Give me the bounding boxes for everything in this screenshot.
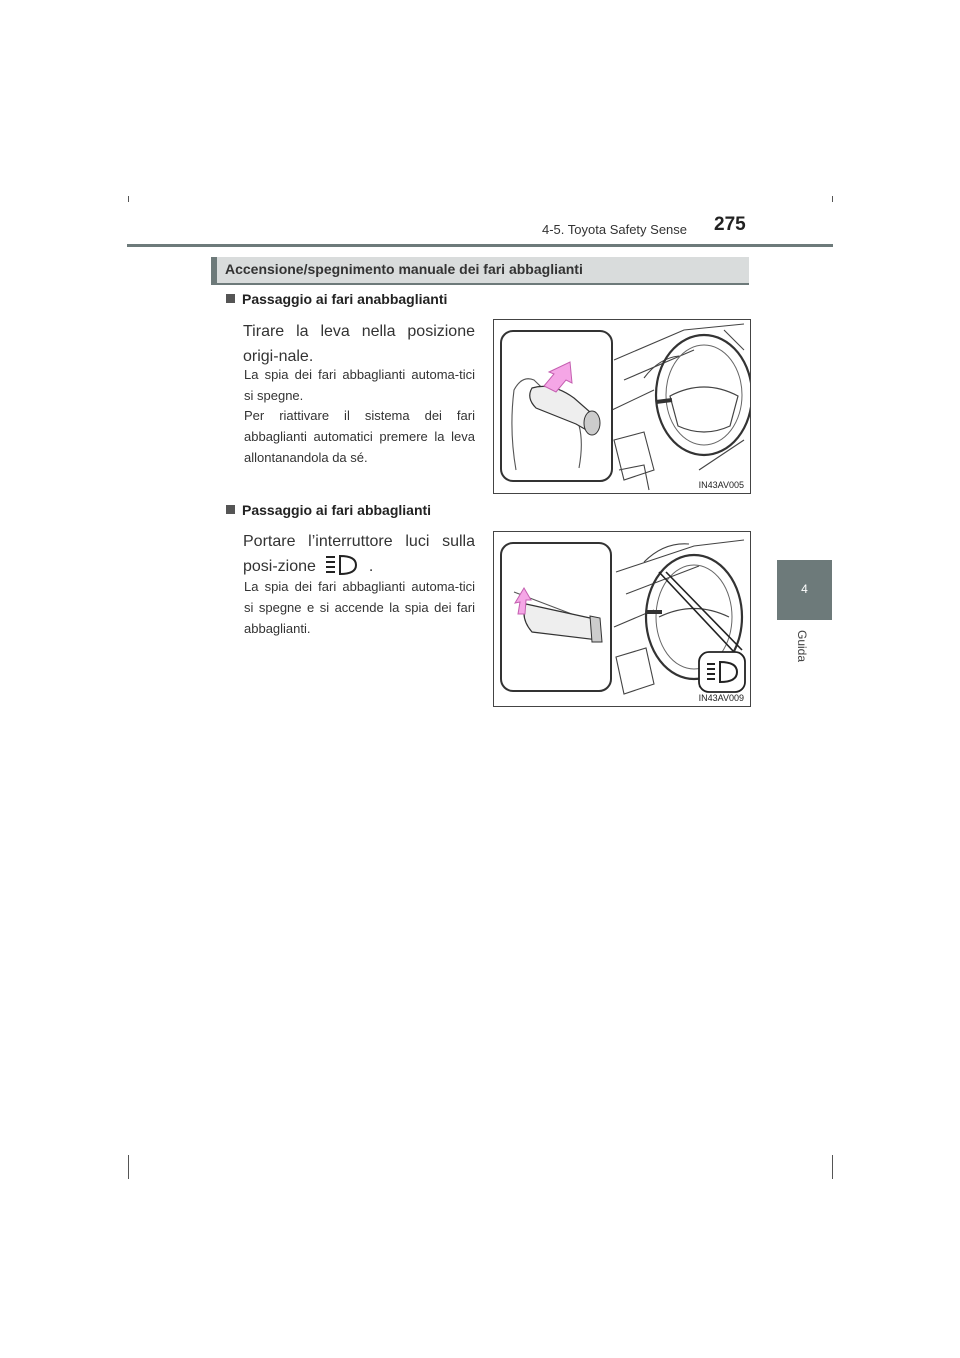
figure-high-beam	[493, 531, 751, 707]
figure-low-beam	[493, 319, 751, 494]
instruction-text: Portare l’interruttore luci sulla posi-zione	[243, 533, 475, 575]
lever-pull-illustration	[494, 320, 750, 493]
instruction-high-beam	[243, 529, 475, 579]
figure-code: IN43AV005	[698, 480, 744, 490]
note-low-beam-1: La spia dei fari abbaglianti automa-tici si spegne.	[244, 367, 475, 403]
section-header	[211, 257, 749, 285]
item-heading-low-beam	[226, 291, 447, 307]
figure-code: IN43AV009	[698, 693, 744, 703]
item-heading-text: Passaggio ai fari abbaglianti	[242, 502, 432, 518]
page-number: 275	[714, 214, 746, 235]
item-heading-high-beam	[226, 502, 431, 518]
crop-mark	[128, 1155, 129, 1179]
crop-mark	[832, 196, 833, 202]
section-title: Accensione/spegnimento manuale dei fari abbaglianti	[225, 261, 583, 277]
chapter-title: 4-5. Toyota Safety Sense	[542, 222, 688, 237]
instruction-low-beam: Tirare la leva nella posizione origi-nale.	[243, 323, 475, 365]
crop-mark	[832, 1155, 833, 1179]
high-beam-icon	[324, 554, 360, 576]
instruction-end: .	[368, 558, 374, 575]
chapter-tab-label: Guida	[795, 630, 809, 663]
crop-mark	[128, 196, 129, 202]
lever-push-illustration	[494, 532, 750, 706]
chapter-tab	[777, 560, 832, 620]
chapter-tab-number: 4	[801, 582, 808, 596]
note-high-beam-1: La spia dei fari abbaglianti automa-tici si spegne e si accende la spia dei fari abbaglianti.	[244, 579, 475, 636]
item-heading-text: Passaggio ai fari anabbaglianti	[242, 291, 448, 307]
note-low-beam-2: Per riattivare il sistema dei fari abbaglianti automatici premere la leva allontanandola da sé.	[244, 408, 475, 465]
header-rule	[127, 244, 833, 247]
square-bullet-icon	[226, 294, 235, 303]
square-bullet-icon	[226, 505, 235, 514]
